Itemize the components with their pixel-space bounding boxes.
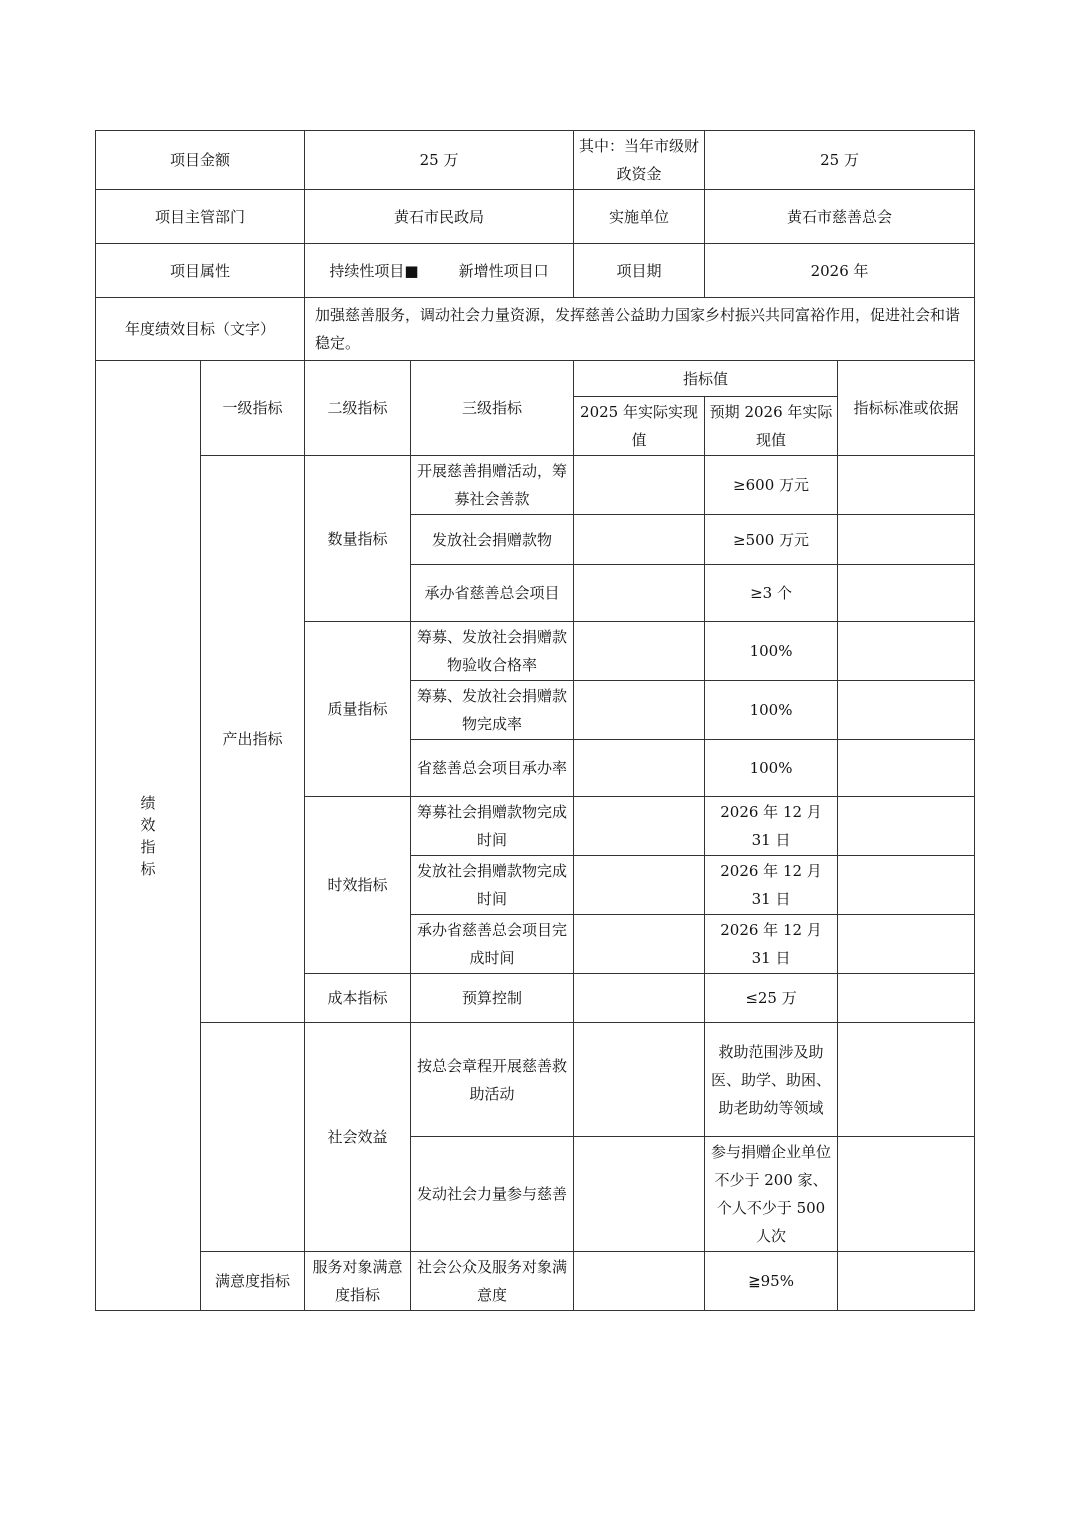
level2-header: 二级指标 <box>305 361 411 456</box>
row-standard <box>838 622 975 681</box>
perf-indicator-text: 绩效指标 <box>140 793 156 878</box>
output-indicator: 产出指标 <box>201 456 305 1023</box>
row-actual <box>574 515 705 565</box>
timeliness-indicator: 时效指标 <box>305 797 411 974</box>
level1-header: 一级指标 <box>201 361 305 456</box>
row-standard <box>838 456 975 515</box>
row-l3: 预算控制 <box>411 974 574 1023</box>
satisfaction-indicator: 满意度指标 <box>201 1252 305 1311</box>
row-l3: 社会公众及服务对象满意度 <box>411 1252 574 1311</box>
benefit-indicator-empty <box>201 1023 305 1252</box>
period-label: 项目期 <box>574 244 705 298</box>
city-fund-label: 其中：当年市级财政资金 <box>574 131 705 190</box>
row-actual <box>574 856 705 915</box>
row-expected: 100% <box>705 622 838 681</box>
city-fund-value: 25 万 <box>705 131 975 190</box>
row-actual <box>574 740 705 797</box>
row-standard <box>838 681 975 740</box>
row-actual <box>574 915 705 974</box>
row-l3: 承办省慈善总会项目 <box>411 565 574 622</box>
row-standard <box>838 515 975 565</box>
row-actual <box>574 974 705 1023</box>
row-expected: 100% <box>705 740 838 797</box>
row-actual <box>574 456 705 515</box>
row-standard <box>838 797 975 856</box>
row-actual <box>574 622 705 681</box>
row-l3: 发动社会力量参与慈善 <box>411 1137 574 1252</box>
goal-label: 年度绩效目标（文字） <box>96 298 305 361</box>
row-expected: 2026 年 12 月 31 日 <box>705 856 838 915</box>
row-l3: 筹募、发放社会捐赠款物完成率 <box>411 681 574 740</box>
row-expected: 100% <box>705 681 838 740</box>
row-expected: ≥3 个 <box>705 565 838 622</box>
value-group-header: 指标值 <box>574 361 838 397</box>
row-l3: 承办省慈善总会项目完成时间 <box>411 915 574 974</box>
row-actual <box>574 681 705 740</box>
row-standard <box>838 974 975 1023</box>
dept-value: 黄石市民政局 <box>305 190 574 244</box>
level3-header: 三级指标 <box>411 361 574 456</box>
row-standard <box>838 565 975 622</box>
row-expected: 2026 年 12 月 31 日 <box>705 915 838 974</box>
impl-label: 实施单位 <box>574 190 705 244</box>
attr-new: 新增性项目口 <box>458 261 549 280</box>
satisfaction-sub-indicator: 服务对象满意度指标 <box>305 1252 411 1311</box>
perf-indicator-label <box>96 361 201 1311</box>
dept-label: 项目主管部门 <box>96 190 305 244</box>
row-expected: ≤25 万 <box>705 974 838 1023</box>
quality-indicator: 质量指标 <box>305 622 411 797</box>
row-l3: 省慈善总会项目承办率 <box>411 740 574 797</box>
cost-indicator: 成本指标 <box>305 974 411 1023</box>
quantity-indicator: 数量指标 <box>305 456 411 622</box>
row-actual <box>574 565 705 622</box>
row-l3: 筹募、发放社会捐赠款物验收合格率 <box>411 622 574 681</box>
row-l3: 开展慈善捐赠活动，筹募社会善款 <box>411 456 574 515</box>
amount-value: 25 万 <box>305 131 574 190</box>
row-actual <box>574 1137 705 1252</box>
row-standard <box>838 856 975 915</box>
row-l3: 筹募社会捐赠款物完成时间 <box>411 797 574 856</box>
attr-value <box>305 244 574 298</box>
row-expected: 救助范围涉及助医、助学、助困、助老助幼等领域 <box>705 1023 838 1137</box>
row-actual <box>574 1252 705 1311</box>
row-standard <box>838 915 975 974</box>
standard-header: 指标标准或依据 <box>838 361 975 456</box>
actual-2025-header: 2025 年实际实现值 <box>574 397 705 456</box>
row-actual <box>574 797 705 856</box>
attr-label: 项目属性 <box>96 244 305 298</box>
row-actual <box>574 1023 705 1137</box>
period-value: 2026 年 <box>705 244 975 298</box>
row-expected: 参与捐赠企业单位不少于 200 家、个人不少于 500 人次 <box>705 1137 838 1252</box>
row-standard <box>838 740 975 797</box>
row-expected: ≥600 万元 <box>705 456 838 515</box>
performance-table <box>95 130 975 1311</box>
attr-continuing: 持续性项目■ <box>329 261 419 280</box>
impl-value: 黄石市慈善总会 <box>705 190 975 244</box>
row-l3: 发放社会捐赠款物 <box>411 515 574 565</box>
amount-label: 项目金额 <box>96 131 305 190</box>
expected-2026-header: 预期 2026 年实际现值 <box>705 397 838 456</box>
row-l3: 按总会章程开展慈善救助活动 <box>411 1023 574 1137</box>
row-expected: ≥500 万元 <box>705 515 838 565</box>
row-standard <box>838 1023 975 1137</box>
social-benefit: 社会效益 <box>305 1023 411 1252</box>
row-expected: ≧95% <box>705 1252 838 1311</box>
row-standard <box>838 1137 975 1252</box>
row-l3: 发放社会捐赠款物完成时间 <box>411 856 574 915</box>
row-expected: 2026 年 12 月 31 日 <box>705 797 838 856</box>
goal-value: 加强慈善服务，调动社会力量资源，发挥慈善公益助力国家乡村振兴共同富裕作用，促进社会和谐稳定。 <box>305 298 975 361</box>
row-standard <box>838 1252 975 1311</box>
